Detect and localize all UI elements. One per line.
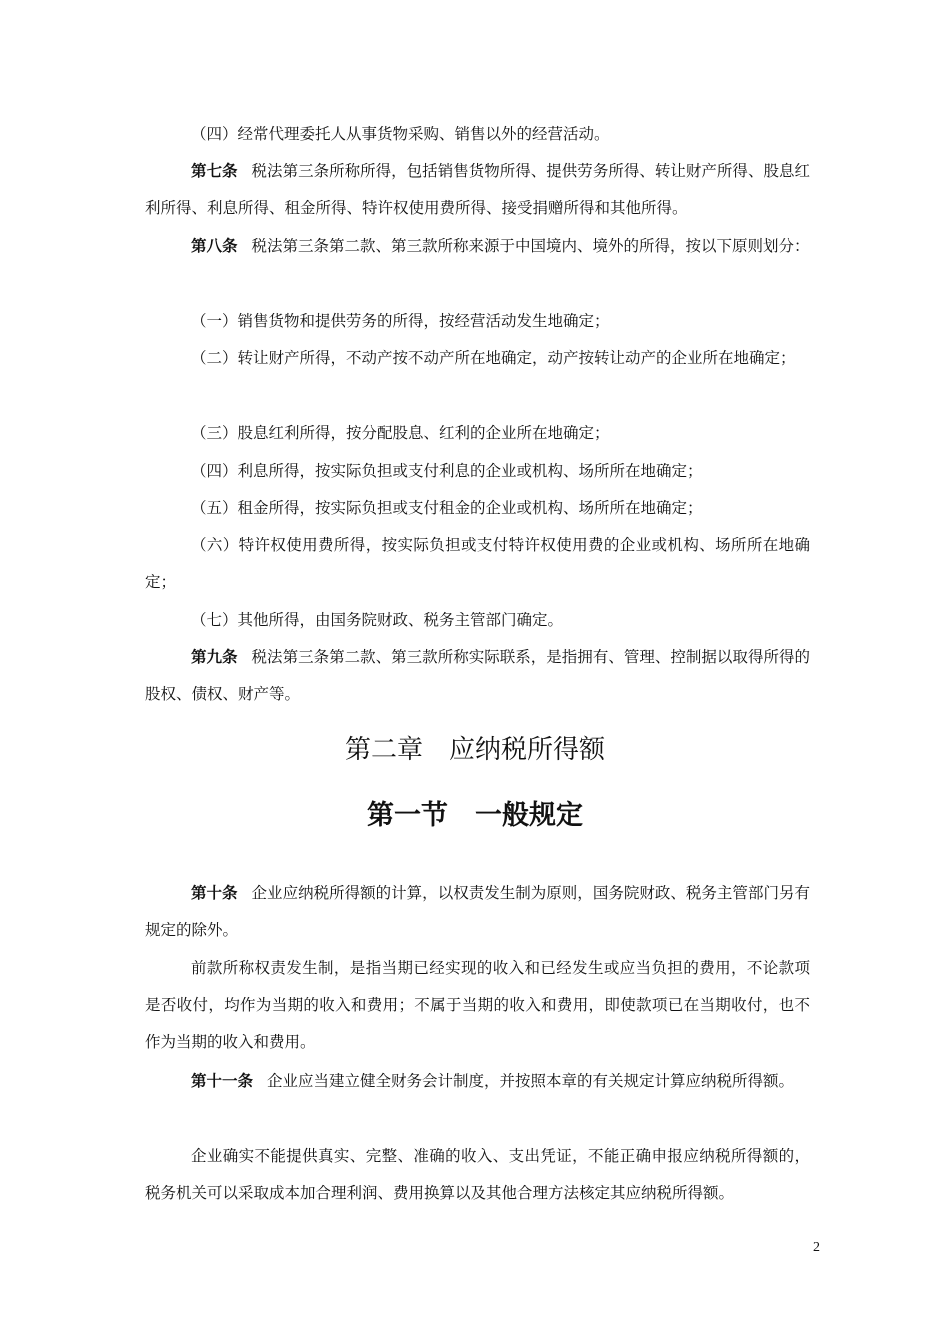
paragraph: 前款所称权责发生制，是指当期已经实现的收入和已经发生或应当负担的费用，不论款项是否收付，均作为当期的收入和费用；不属于当期的收入和费用，即使款项已在当期收付，也不作为当期的收入和费用。 bbox=[145, 959, 810, 1051]
article-label: 第十一条 bbox=[191, 1072, 254, 1090]
article-label: 第八条 bbox=[191, 237, 238, 255]
article-7 bbox=[145, 153, 810, 227]
chapter-heading: 第二章 应纳税所得额 bbox=[344, 735, 605, 765]
paragraph: 企业确实不能提供真实、完整、准确的收入、支出凭证，不能正确申报应纳税所得额的，税务机关可以采取成本加合理利润、费用换算以及其他合理方法核定其应纳税所得额。 bbox=[145, 1147, 810, 1202]
article-label: 第九条 bbox=[191, 648, 238, 666]
article-text: 企业应纳税所得额的计算，以权责发生制为原则，国务院财政、税务主管部门另有规定的除外。 bbox=[145, 884, 810, 939]
article-8 bbox=[145, 228, 810, 265]
paragraph-item-4-cont bbox=[145, 116, 810, 153]
article-text: 税法第三条所称所得，包括销售货物所得、提供劳务所得、转让财产所得、股息红利所得、利息所得、租金所得、特许权使用费所得、接受捐赠所得和其他所得。 bbox=[145, 162, 810, 217]
article-label: 第十条 bbox=[191, 884, 238, 902]
list-item: （五）租金所得，按实际负担或支付租金的企业或机构、场所所在地确定； bbox=[191, 499, 703, 517]
article-text: 税法第三条第二款、第三款所称实际联系，是指拥有、管理、控制据以取得所得的股权、债权、财产等。 bbox=[145, 648, 810, 703]
list-item: （七）其他所得，由国务院财政、税务主管部门确定。 bbox=[191, 611, 564, 629]
article-label: 第七条 bbox=[191, 162, 238, 180]
list-item: （四）利息所得，按实际负担或支付利息的企业或机构、场所所在地确定； bbox=[191, 462, 703, 480]
article-text: 税法第三条第二款、第三款所称来源于中国境内、境外的所得，按以下原则划分： bbox=[251, 237, 810, 255]
article-9 bbox=[145, 639, 810, 713]
list-item: （六）特许权使用费所得，按实际负担或支付特许权使用费的企业或机构、场所所在地确定； bbox=[145, 536, 810, 591]
page-number: 2 bbox=[813, 1240, 820, 1255]
article-text: 企业应当建立健全财务会计制度，并按照本章的有关规定计算应纳税所得额。 bbox=[267, 1072, 795, 1090]
section-heading: 第一节 一般规定 bbox=[367, 800, 583, 831]
article-11 bbox=[145, 1063, 810, 1100]
list-item: （一）销售货物和提供劳务的所得，按经营活动发生地确定； bbox=[191, 312, 610, 330]
list-item: （二）转让财产所得，不动产按不动产所在地确定，动产按转让动产的企业所在地确定； bbox=[191, 349, 796, 367]
paragraph-text: （四）经常代理委托人从事货物采购、销售以外的经营活动。 bbox=[191, 125, 610, 143]
article-10 bbox=[145, 875, 810, 949]
list-item: （三）股息红利所得，按分配股息、红利的企业所在地确定； bbox=[191, 424, 610, 442]
